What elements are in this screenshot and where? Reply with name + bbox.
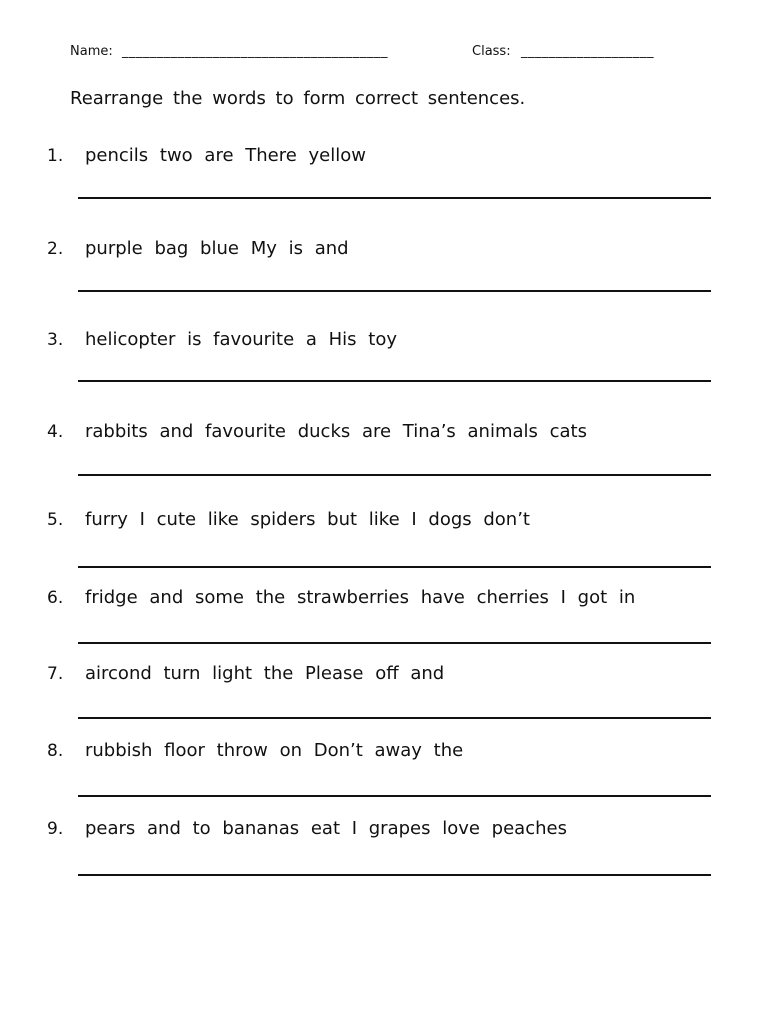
instruction-text: Rearrange the words to form correct sentences. [70, 88, 526, 109]
jumbled-words: helicopter is favourite a His toy [85, 329, 397, 350]
item-number: 1. [47, 146, 64, 166]
jumbled-words: furry I cute like spiders but like I dogs don’t [85, 509, 530, 530]
name-field[interactable]: ______________________________________ [122, 44, 388, 59]
jumbled-words: aircond turn light the Please off and [85, 663, 445, 684]
class-label: Class: [472, 44, 511, 59]
item-number: 8. [47, 741, 64, 761]
jumbled-words: purple bag blue My is and [85, 238, 349, 259]
item-number: 9. [47, 819, 64, 839]
jumbled-words: pencils two are There yellow [85, 145, 366, 166]
list-item [0, 819, 768, 899]
item-number: 7. [47, 664, 64, 684]
answer-line[interactable] [78, 197, 711, 199]
list-item [0, 146, 768, 226]
class-field[interactable]: ___________________ [521, 44, 654, 59]
list-item [0, 510, 768, 590]
list-item [0, 239, 768, 319]
item-number: 5. [47, 510, 64, 530]
jumbled-words: rabbits and favourite ducks are Tina’s animals cats [85, 421, 587, 442]
list-item [0, 741, 768, 821]
answer-line[interactable] [78, 717, 711, 719]
answer-line[interactable] [78, 642, 711, 644]
answer-line[interactable] [78, 380, 711, 382]
list-item [0, 422, 768, 502]
item-number: 3. [47, 330, 64, 350]
answer-line[interactable] [78, 474, 711, 476]
item-number: 4. [47, 422, 64, 442]
jumbled-words: rubbish floor throw on Don’t away the [85, 740, 464, 761]
list-item [0, 588, 768, 668]
answer-line[interactable] [78, 290, 711, 292]
list-item [0, 330, 768, 410]
answer-line[interactable] [78, 566, 711, 568]
item-number: 6. [47, 588, 64, 608]
answer-line[interactable] [78, 795, 711, 797]
jumbled-words: fridge and some the strawberries have cherries I got in [85, 587, 636, 608]
name-label: Name: [70, 44, 113, 59]
list-item [0, 664, 768, 744]
answer-line[interactable] [78, 874, 711, 876]
item-number: 2. [47, 239, 64, 259]
jumbled-words: pears and to bananas eat I grapes love peaches [85, 818, 567, 839]
